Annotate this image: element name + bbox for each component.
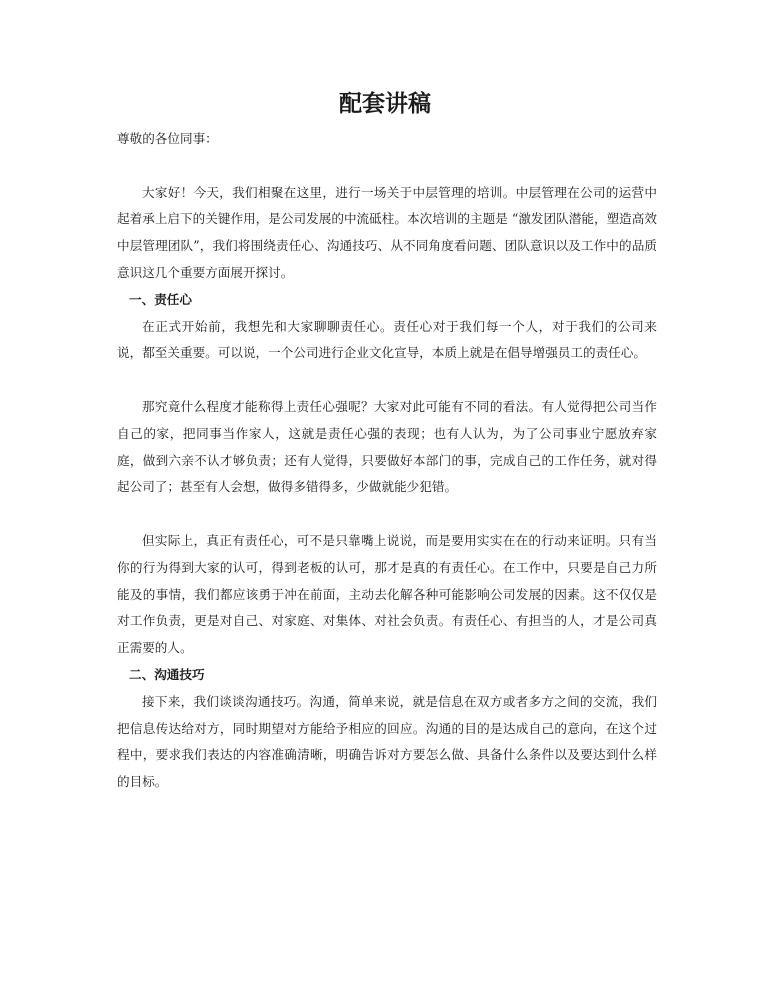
- responsibility-paragraph-3: 但实际上，真正有责任心，可不是只靠嘴上说说，而是要用实实在在的行动来证明。只有当你的行为得到大家的认可，得到老板的认可，那才是真的有责任心。在工作中，只要是自己力所能及的事情，我们都应该勇于冲在前面，主动去化解各种可能影响公司发展的因素。这不仅仅是对工作负责，更是对自己、对家庭、对集体、对社会负责。有责任心、有担当的人，才是公司真正需要的人。: [117, 532, 657, 656]
- intro-paragraph: 大家好！今天，我们相聚在这里，进行一场关于中层管理的培训。中层管理在公司的运营中起着承上启下的关键作用，是公司发展的中流砥柱。本次培训的主题是 “激发团队潜能，塑造高效中层管理团队”，我们将围绕责任心、沟通技巧、从不同角度看问题、团队意识以及工作中的品质意识这几个重要方面展开探讨。: [117, 184, 657, 280]
- section-heading-responsibility: 一、责任心: [129, 291, 192, 307]
- page-title: 配套讲稿: [339, 90, 431, 117]
- responsibility-paragraph-1: 在正式开始前，我想先和大家聊聊责任心。责任心对于我们每一个人，对于我们的公司来说，都至关重要。可以说，一个公司进行企业文化宣导，本质上就是在倡导增强员工的责任心。: [117, 318, 657, 361]
- communication-paragraph-1: 接下来，我们谈谈沟通技巧。沟通，简单来说，就是信息在双方或者多方之间的交流，我们把信息传达给对方，同时期望对方能给予相应的回应。沟通的目的是达成自己的意向，在这个过程中，要求我们表达的内容准确清晰，明确告诉对方要怎么做、具备什么条件以及要达到什么样的目标。: [117, 693, 657, 790]
- greeting: 尊敬的各位同事：: [117, 131, 218, 146]
- document-body: [117, 126, 657, 796]
- responsibility-paragraph-2: 那究竟什么程度才能称得上责任心强呢？大家对此可能有不同的看法。有人觉得把公司当作自己的家，把同事当作家人，这就是责任心强的表现；也有人认为，为了公司事业宁愿放弃家庭，做到六亲不认才够负责；还有人觉得，只要做好本部门的事，完成自己的工作任务，就对得起公司了；甚至有人会想，做得多错得多，少做就能少犯错。: [117, 398, 657, 495]
- section-heading-communication: 二、沟通技巧: [129, 666, 205, 682]
